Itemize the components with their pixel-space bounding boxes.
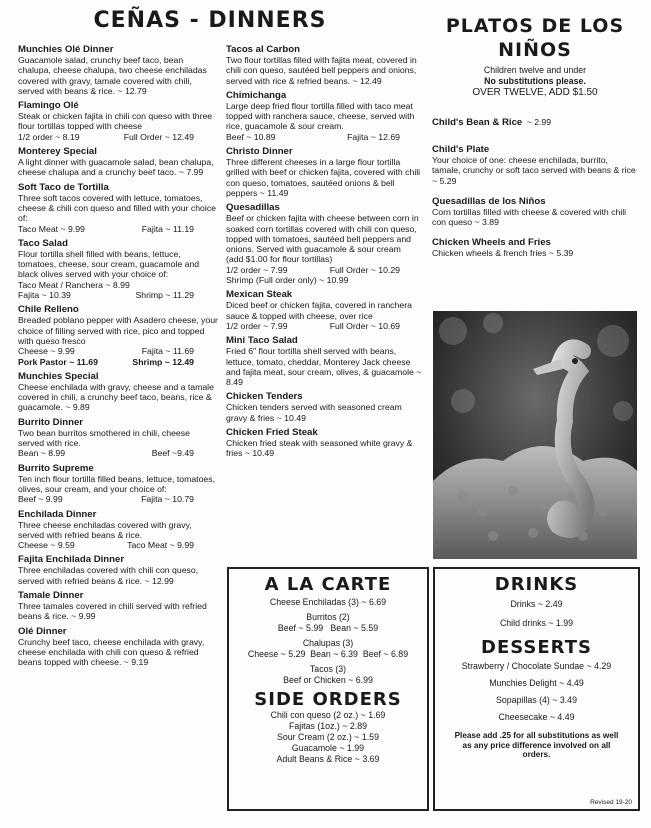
item-price: Cheese ~ 9.59 bbox=[18, 540, 75, 551]
item-desc: Three different cheeses in a large flour tortilla grilled with beef or chicken fajita, covered with chili con queso, tomatoes, sautéed onions & bell peppers ~ 11.49 bbox=[226, 157, 421, 198]
menu-item bbox=[226, 146, 424, 198]
kids-over-twelve-note: OVER TWELVE, ADD $1.50 bbox=[472, 87, 598, 98]
seahorse-photo bbox=[433, 311, 637, 559]
item-desc: Your choice of one: cheese enchilada, burrito, tamale, crunchy or soft taco served with beans & rice ~ 5.29 bbox=[432, 155, 636, 186]
menu-item bbox=[18, 304, 218, 366]
desserts-title: DESSERTS bbox=[481, 637, 592, 658]
item-extra: (add $1.00 for flour tortillas) bbox=[226, 254, 333, 265]
item-desc: Fried 6" flour tortilla shell served with beans, lettuce, tomato, cheddar, Monterey Jack cheese and fajita meat, sour cream, olives, & guacamole ~ 8.49 bbox=[226, 346, 422, 388]
menu-item bbox=[18, 626, 218, 668]
kids-title-line1: PLATOS DE LOS bbox=[445, 15, 625, 37]
alacarte-title: A LA CARTE bbox=[264, 574, 392, 595]
item-price: Full Order ~ 10.69 bbox=[329, 320, 400, 331]
kids-title-line2: NIÑOS bbox=[498, 39, 572, 61]
item-price: Shrimp ~ 12.49 bbox=[132, 356, 194, 367]
item-price: Bean ~ 8.99 bbox=[18, 448, 66, 459]
side-order-line: Fajitas (1oz.) ~ 2.89 bbox=[289, 721, 367, 731]
item-desc: Beef or chicken fajita with cheese between corn in soaked corn tortillas covered with chili con queso, topped with tomatoes, sautéed bell peppers and onions. Served with guacamole & sour cream bbox=[226, 213, 419, 255]
alacarte-line: Tacos (3) bbox=[309, 664, 347, 674]
seahorse-image bbox=[433, 311, 637, 559]
side-order-line: Guacamole ~ 1.99 bbox=[291, 743, 365, 753]
item-desc: Three tamales covered in chili served with refried beans & rice. ~ 9.99 bbox=[18, 600, 207, 622]
item-desc: Three cheese enchiladas covered with gravy, served with refried beans & rice. bbox=[18, 519, 192, 540]
item-price: 1/2 order ~ 7.99 bbox=[226, 320, 288, 331]
item-desc: Chicken wheels & french fries ~ 5.39 bbox=[432, 248, 574, 259]
dinners-title: CEÑAS - DINNERS bbox=[93, 8, 327, 33]
item-price: Shrimp ~ 11.29 bbox=[135, 290, 194, 301]
item-price: Beef ~ 10.89 bbox=[226, 131, 276, 142]
menu-item bbox=[226, 427, 424, 459]
price-row bbox=[18, 448, 218, 458]
item-desc: Ten inch flour tortilla filled beans, lettuce, tomatoes, olives, sour cream, and your choice of: bbox=[18, 473, 216, 494]
menu-item bbox=[226, 90, 424, 142]
dessert-line: Sopapillas (4) ~ 3.49 bbox=[496, 695, 577, 705]
item-name: Tacos al Carbon bbox=[226, 44, 300, 55]
alacarte-line: Chalupas (3) bbox=[302, 638, 354, 648]
price-row bbox=[18, 290, 218, 300]
menu-item bbox=[18, 182, 218, 234]
menu-item bbox=[18, 554, 218, 586]
item-price: Full Order ~ 12.49 bbox=[123, 131, 194, 142]
menu-item bbox=[18, 146, 218, 178]
menu-item bbox=[18, 100, 218, 142]
dessert-line: Strawberry / Chocolate Sundae ~ 4.29 bbox=[461, 661, 612, 671]
menu-item bbox=[226, 44, 424, 86]
substitution-note: Please add .25 for all substitutions as well as any price difference involved on all orders. bbox=[454, 731, 619, 759]
item-name: Taco Salad bbox=[18, 237, 68, 249]
item-name: Enchilada Dinner bbox=[18, 508, 97, 520]
item-name: Fajita Enchilada Dinner bbox=[18, 554, 125, 566]
item-price: Taco Meat / Ranchera ~ 8.99 bbox=[18, 279, 130, 290]
side-order-line: Sour Cream (2 oz.) ~ 1.59 bbox=[277, 732, 379, 742]
alacarte-line: Beef or Chicken ~ 6.99 bbox=[283, 675, 373, 685]
alacarte-box bbox=[227, 567, 429, 811]
side-order-line: Adult Beans & Rice ~ 3.69 bbox=[276, 754, 380, 764]
item-desc: Large deep fried flour tortilla filled with taco meat topped with ranchera sauce, cheese, served with rice, guacamole & sour cream. bbox=[226, 100, 415, 132]
item-name: Munchies Special bbox=[18, 370, 99, 382]
item-name: Burrito Dinner bbox=[18, 416, 84, 428]
menu-item bbox=[18, 238, 218, 300]
item-price: ~ 2.99 bbox=[526, 117, 552, 127]
menu-item bbox=[226, 289, 424, 331]
item-name: Flamingo Olé bbox=[18, 100, 79, 112]
item-desc: Diced beef or chicken fajita, covered in ranchera sauce & topped with cheese, over rice bbox=[226, 300, 412, 321]
item-desc: Three soft tacos covered with lettuce, tomatoes, cheese & chili con queso and filled with your choice of: bbox=[18, 192, 216, 224]
item-desc: Chicken tenders served with seasoned cream gravy & fries ~ 10.49 bbox=[226, 402, 402, 423]
item-price: Beef ~ 9.99 bbox=[18, 494, 63, 505]
kids-age-note: Children twelve and under bbox=[483, 65, 587, 75]
dinners-left-column bbox=[18, 44, 218, 671]
item-price: Fajita ~ 11.69 bbox=[141, 346, 194, 357]
dessert-line: Cheesecake ~ 4.49 bbox=[498, 712, 575, 722]
dinners-middle-column bbox=[226, 44, 424, 463]
item-desc: Corn tortillas filled with cheese & covered with chili con queso ~ 3.89 bbox=[432, 206, 627, 228]
menu-item bbox=[226, 202, 424, 285]
item-name: Tamale Dinner bbox=[18, 589, 84, 601]
item-price: Fajita ~ 12.69 bbox=[347, 131, 400, 142]
item-name: Quesadillas bbox=[226, 202, 280, 214]
kids-item-bean-rice bbox=[432, 112, 638, 130]
price-row bbox=[18, 132, 218, 142]
item-name: Chimichanga bbox=[226, 89, 287, 101]
price-row bbox=[226, 265, 424, 275]
item-name: Munchies Olé Dinner bbox=[18, 44, 114, 55]
side-order-line: Chili con queso (2 oz.) ~ 1.69 bbox=[270, 710, 386, 720]
kids-item-quesadillas bbox=[432, 196, 638, 228]
item-price: Beef ~9.49 bbox=[151, 448, 194, 459]
kids-item-plate bbox=[432, 144, 638, 186]
item-desc: Three enchiladas covered with chili con queso, served with refried beans & rice. ~ 12.99 bbox=[18, 565, 199, 586]
item-price: Taco Meat ~ 9.99 bbox=[127, 540, 194, 551]
item-name: Mexican Steak bbox=[226, 289, 293, 301]
kids-column bbox=[432, 14, 638, 263]
item-name: Chicken Wheels and Fries bbox=[432, 237, 551, 249]
item-price: 1/2 order ~ 8.19 bbox=[18, 131, 80, 142]
item-name: Monterey Special bbox=[18, 146, 97, 158]
item-price: Cheese ~ 9.99 bbox=[18, 346, 75, 357]
item-name: Soft Taco de Tortilla bbox=[18, 181, 109, 193]
drinks-line: Child drinks ~ 1.99 bbox=[499, 618, 574, 628]
price-row bbox=[226, 321, 424, 331]
item-desc: Two flour tortillas filled with fajita meat, covered in chili con queso, sautéed bell peppers and onions, served with rice & refried beans. ~ 12.49 bbox=[226, 55, 417, 86]
menu-item bbox=[18, 590, 218, 622]
item-desc: A light dinner with guacamole salad, bean chalupa, cheese chalupa and a crunchy beef taco. ~ 7.99 bbox=[18, 157, 214, 178]
item-desc: Breaded poblano pepper with Asadero cheese, your choice of filling served with rice, pico and topped with queso fresco bbox=[18, 315, 218, 346]
menu-item bbox=[18, 371, 218, 413]
item-name: Christo Dinner bbox=[226, 146, 293, 158]
item-price: Taco Meat ~ 9.99 bbox=[18, 223, 85, 234]
menu-item bbox=[18, 509, 218, 551]
drinks-line: Drinks ~ 2.49 bbox=[510, 599, 563, 609]
price-row bbox=[18, 346, 218, 356]
item-price: Fajita ~ 11.19 bbox=[141, 223, 194, 234]
item-desc: Cheese enchilada with gravy, cheese and a tamale covered in chili, a crunchy beef taco, beans, rice & guacamole. ~ 9.89 bbox=[18, 381, 214, 413]
menu-item bbox=[226, 335, 424, 387]
price-row bbox=[18, 357, 218, 367]
item-name: Child's Bean & Rice bbox=[432, 117, 523, 128]
item-price: Full Order ~ 10.29 bbox=[329, 264, 400, 275]
item-desc: Steak or chicken fajita in chili con queso with three flour tortillas topped with cheese bbox=[18, 111, 213, 132]
item-name: Mini Taco Salad bbox=[226, 335, 298, 347]
item-name: Child's Plate bbox=[432, 144, 490, 155]
item-name: Quesadillas de los Niños bbox=[432, 195, 546, 207]
alacarte-line: Burritos (2) bbox=[306, 612, 350, 622]
drinks-title: DRINKS bbox=[494, 574, 579, 595]
revised-note: Revised 19-20 bbox=[590, 799, 632, 806]
item-price: Fajita ~ 10.79 bbox=[141, 494, 194, 505]
drinks-desserts-box bbox=[433, 567, 640, 811]
kids-item-chicken-wheels bbox=[432, 237, 638, 258]
price-row bbox=[226, 132, 424, 142]
menu-item bbox=[18, 463, 218, 505]
item-name: Olé Dinner bbox=[18, 625, 67, 637]
price-row bbox=[18, 224, 218, 234]
menu-item bbox=[18, 44, 218, 96]
alacarte-line: Beef ~ 5.99 Bean ~ 5.59 bbox=[277, 623, 379, 633]
item-desc: Crunchy beef taco, cheese enchilada with gravy, cheese enchilada with chili con queso & refried beans topped with cheese. ~ 9.19 bbox=[18, 636, 205, 668]
price-row bbox=[18, 494, 218, 504]
side-orders-title: SIDE ORDERS bbox=[254, 689, 402, 710]
item-desc: Two bean burritos smothered in chili, cheese served with rice. bbox=[18, 427, 190, 449]
item-price: 1/2 order ~ 7.99 bbox=[226, 264, 288, 275]
alacarte-line: Cheese ~ 5.29 Bean ~ 6.39 Beef ~ 6.89 bbox=[247, 649, 409, 659]
item-price: Pork Pastor ~ 11.69 bbox=[18, 356, 98, 367]
item-desc: Flour tortilla shell filled with beans, lettuce, tomatoes, cheese, sour cream, guacamole and black olives served with your choice of: bbox=[18, 248, 200, 280]
menu-item bbox=[226, 391, 424, 423]
item-desc: Guacamole salad, crunchy beef taco, bean chalupa, cheese chalupa, two cheese enchiladas covered with gravy, tamale covered with chili, served with beans & rice. ~ 12.79 bbox=[18, 55, 207, 96]
item-name: Chile Relleno bbox=[18, 304, 79, 316]
item-name: Chicken Fried Steak bbox=[226, 427, 318, 439]
kids-substitution-note: No substitutions please. bbox=[484, 76, 586, 86]
item-name: Chicken Tenders bbox=[226, 391, 303, 403]
item-price: Fajita ~ 10.39 bbox=[18, 290, 71, 301]
item-desc: Chicken fried steak with seasoned white gravy & fries ~ 10.49 bbox=[226, 438, 413, 459]
item-price: Shrimp (Full order only) ~ 10.99 bbox=[226, 275, 349, 286]
menu-item bbox=[18, 417, 218, 459]
price-row bbox=[18, 540, 218, 550]
alacarte-line: Cheese Enchiladas (3) ~ 6.69 bbox=[269, 597, 387, 607]
item-name: Burrito Supreme bbox=[18, 462, 94, 474]
dessert-line: Munchies Delight ~ 4.49 bbox=[489, 678, 584, 688]
